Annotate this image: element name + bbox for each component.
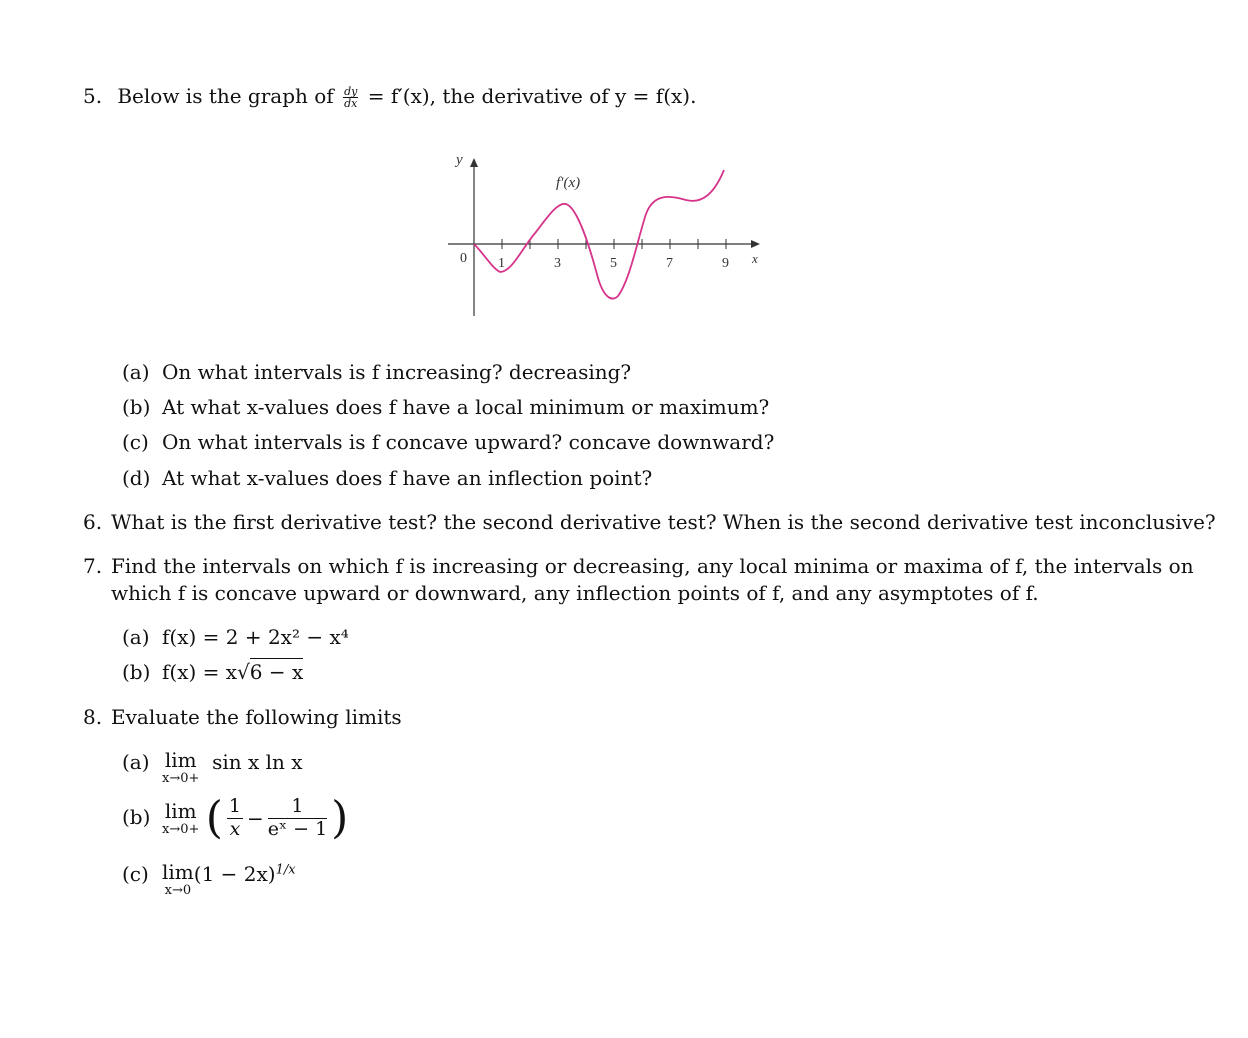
q8-part-b (122, 792, 349, 844)
q5-part-c (122, 430, 774, 454)
q5-part-a (122, 360, 631, 384)
part-label: (a) (122, 625, 150, 649)
tick-label-9: 9 (722, 256, 729, 271)
q7-number: 7. (83, 554, 103, 578)
q6-text: What is the first derivative test? the second derivative test? When is the second derivative test inconclusive? (111, 510, 1216, 534)
limit-operator (162, 798, 200, 837)
frac-denominator: x (229, 817, 241, 840)
q7-part-a (122, 625, 349, 649)
q8-part-c (122, 862, 296, 897)
q7b-expression: f(x) = x√ (162, 660, 250, 684)
lim-text: lim (164, 748, 197, 772)
q6-statement (83, 510, 1216, 534)
part-label: (b) (122, 660, 151, 684)
x-axis-arrow (751, 240, 760, 248)
lim-subscript: x→0+ (162, 771, 200, 786)
part-label: (d) (122, 466, 151, 490)
part-text: At what x-values does f have an inflection point? (162, 466, 653, 490)
derivative-curve (474, 170, 724, 299)
q8-part-a (122, 750, 303, 785)
q7-statement-line1 (83, 554, 1194, 578)
q7a-expression: f(x) = 2 + 2x² − x⁴ (162, 625, 349, 649)
limit-operator (162, 862, 194, 897)
frac-numerator: 1 (268, 796, 327, 819)
curve-label: f′(x) (556, 175, 581, 191)
limit-operator (162, 750, 199, 785)
part-text: At what x-values does f have a local minimum or maximum? (162, 395, 770, 419)
q5-number: 5. (83, 84, 103, 108)
fraction-1-over-ex-minus-1 (268, 796, 327, 841)
minus-sign: − (247, 806, 264, 831)
q7-statement-line2 (111, 581, 1039, 605)
tick-label-3: 3 (554, 256, 561, 271)
q5-statement (83, 84, 696, 109)
q8c-exponent: 1/x (275, 862, 296, 878)
part-label: (c) (122, 430, 149, 454)
q5-part-d (122, 466, 652, 490)
tick-label-1: 1 (498, 256, 505, 271)
q8a-expression: sin x ln x (212, 750, 303, 774)
left-paren: ( (205, 792, 223, 844)
derivative-graph (440, 148, 770, 320)
part-label: (a) (122, 360, 150, 384)
fraction-1-over-x (227, 796, 243, 841)
origin-label: 0 (460, 251, 467, 266)
y-axis-label: y (456, 152, 463, 168)
x-axis-label: x (752, 251, 758, 266)
part-label: (b) (122, 804, 151, 829)
y-axis-arrow (470, 158, 478, 167)
part-label: (c) (122, 862, 149, 886)
right-paren: ) (331, 792, 349, 844)
part-label: (a) (122, 750, 150, 774)
tick-label-5: 5 (610, 256, 617, 271)
q6-number: 6. (83, 510, 103, 534)
frac-numerator: dy (344, 85, 358, 98)
q7-part-b (122, 660, 303, 684)
frac-denominator: eˣ − 1 (267, 817, 328, 840)
tick-label-7: 7 (666, 256, 673, 271)
lim-subscript: x→0 (164, 883, 192, 898)
frac-numerator: 1 (228, 795, 242, 817)
q5-part-b (122, 395, 769, 419)
lim-text: lim (164, 798, 197, 823)
q7-line2: which f is concave upward or downward, any inflection points of f, and any asymptotes of f. (111, 581, 1039, 605)
dy-dx-fraction (343, 86, 358, 109)
frac-denominator: dx (344, 97, 358, 110)
q8c-expression: (1 − 2x) (193, 862, 276, 886)
q8-statement (83, 705, 402, 729)
lim-subscript: x→0+ (162, 821, 200, 837)
part-label: (b) (122, 395, 151, 419)
q8-text: Evaluate the following limits (111, 705, 402, 729)
q5-text-before: Below is the graph of (117, 84, 334, 108)
part-text: On what intervals is f concave upward? concave downward? (162, 430, 775, 454)
q8-number: 8. (83, 705, 103, 729)
q7-line1: Find the intervals on which f is increasing or decreasing, any local minima or maxima of f, the intervals on (111, 554, 1194, 578)
q5-text-eq: = f′(x), the derivative of y = f(x). (367, 84, 697, 108)
q7b-radicand: 6 − x (249, 660, 304, 684)
part-text: On what intervals is f increasing? decreasing? (162, 360, 632, 384)
lim-text: lim (162, 860, 194, 884)
